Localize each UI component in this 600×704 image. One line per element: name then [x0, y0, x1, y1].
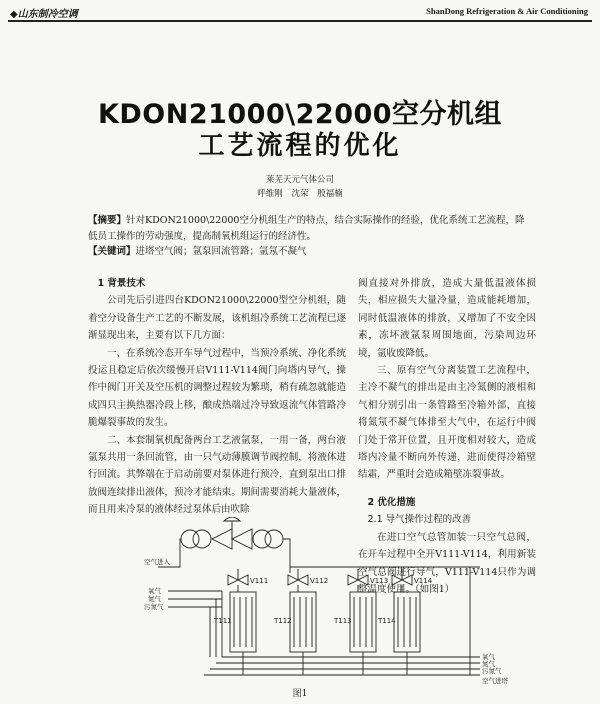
stream-label-left: 空气进入 [144, 558, 170, 566]
journal-name-english: ShanDong Refrigeration & Air Conditioning [426, 6, 588, 16]
valve-v114 [392, 569, 412, 585]
paragraph: 三、原有空气分离装置工艺流程中，主冷不凝气的排出是由主冷氮侧的液相和气相分别引出一条管路至冷箱外部，直接将氮氖不凝气体排至大气中，在运行中阀门处于常开位置，且开度相对较大，造成塔内冷量不断向外传递，进而使得冷箱壁结霜，严重时会造成箱壁冻裂事故。 [358, 365, 536, 481]
exchanger-label: T113 [334, 617, 352, 625]
exchanger-label: T111 [214, 617, 232, 625]
keywords [88, 244, 528, 260]
author-organization: 莱芜天元气体公司 [265, 175, 334, 185]
abstract [88, 213, 528, 244]
subsection-heading: 2.1 导气操作过程的改善 [367, 514, 472, 526]
valve-label: V112 [310, 577, 329, 585]
air-main-valve-symbol [181, 517, 283, 549]
valve-v112 [288, 569, 308, 585]
stream-label-right: 氧气 [482, 653, 495, 661]
journal-name: ◆山东制冷空调 [10, 9, 78, 20]
figure-caption: 图1 [292, 689, 308, 699]
keywords-text: 进塔空气阀；氩泵回流管路；氩氖不凝气 [135, 246, 307, 257]
abstract-block [88, 213, 528, 260]
stream-label-left: 污氮气 [144, 603, 164, 611]
paragraph: 二、本套制氧机配备两台工艺液氩泵，一用一备，两台液氩泵共用一条回流管，由一只气动薄膜调节阀控制，将液体进行回流。其弊端在于启动前要对泵体进行预冷，直到泵出口排放阀连续排出液体，预冷才能结束。期间需要消耗大量液体，而且用来冷泵的液体经过泵体后由吹除 [88, 434, 346, 516]
stream-label-right: 污氮气 [482, 667, 502, 675]
paper-title-line1: KDON21000\22000空分机组 [97, 99, 503, 130]
stream-label-right: 空气进塔 [482, 677, 508, 685]
valve-v111 [228, 569, 248, 585]
stream-label-right: 氮气 [482, 660, 495, 668]
valve-label: V114 [414, 577, 433, 585]
exchanger-label: T112 [274, 617, 292, 625]
product-headers-left [168, 591, 222, 607]
paragraph: 一、在系统冷态开车导气过程中，当预冷系统、净化系统投运且稳定后依次缓慢开启V111-V114阀门向塔内导气，操作中阀门开关及空压机的调整过程较为繁琐，稍有疏忽就能造成四只主换热器冷段上移，酿成热端过冷导致返流气体管路冷脆爆裂事故的发生。 [88, 347, 346, 429]
abstract-text: 针对KDON21000\22000空分机组生产的特点，结合实际操作的经验，优化系统工艺流程，降低员工操作的劳动强度，提高制氧机组运行的经济性。 [88, 215, 525, 242]
valve-label: V113 [370, 577, 389, 585]
author-names: 呼维刚 沈荣 殷福楠 [257, 189, 343, 199]
section-heading-background: 1 背景技术 [97, 278, 146, 289]
exchanger-label: T114 [378, 617, 396, 625]
paper-title-line2: 工艺流程的优化 [198, 131, 402, 161]
paragraph: 阀直接对外排放，造成大量低温液体损失，相应损失大量冷量，造成能耗增加，同时低温液体的排放，又增加了不安全因素，冻坏液氩泵周围地面，污染周边环境，氩收废降低。 [358, 278, 536, 359]
return-piping [204, 657, 480, 675]
stream-label-left: 氧气 [148, 587, 161, 595]
valve-label: V111 [250, 577, 269, 585]
left-column [88, 275, 346, 519]
air-main-valve-label [216, 517, 248, 518]
keywords-label: 【关键词】 [88, 246, 136, 257]
valve-v113 [348, 569, 368, 585]
section-heading-optimization: 2 优化措施 [367, 496, 416, 508]
header-rule [8, 20, 592, 22]
paragraph: 在进口空气总管加装一只空气总阀，在开车过程中全开V111-V114，利用新装空气总阀进行导气，V111-V114只作为调整温度使用。（如图1） [358, 531, 536, 595]
abstract-label: 【摘要】 [88, 215, 127, 226]
process-flow-diagram [130, 517, 510, 685]
paragraph: 公司先后引进四台KDON21000\22000型空分机组，随着空分设备生产工艺的不断发展，该机组冷系统工艺流程已逐渐显现出来，主要有以下几方面： [88, 295, 346, 342]
stream-label-left: 氮气 [148, 595, 161, 603]
